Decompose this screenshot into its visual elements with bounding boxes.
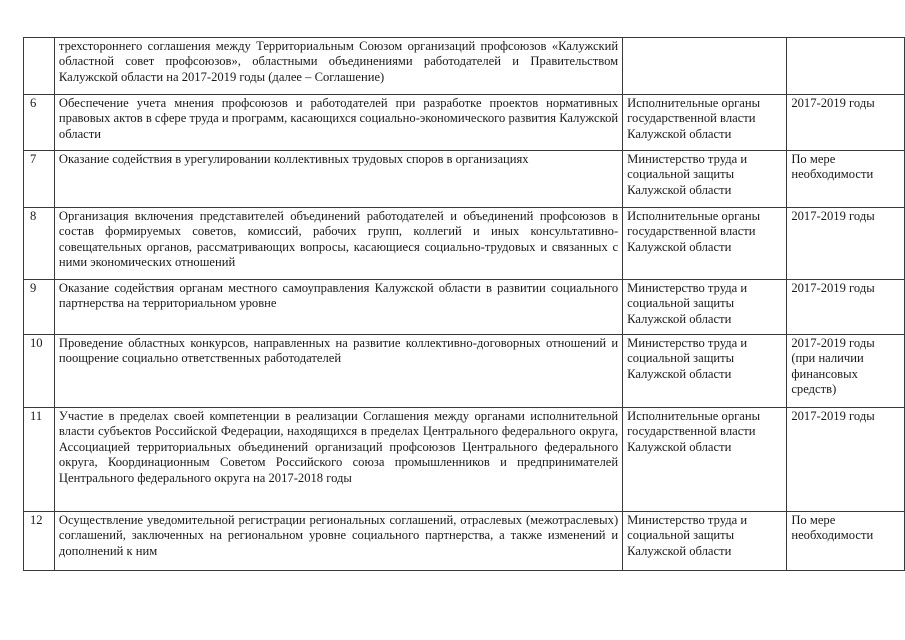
deadline: 2017-2019 годы (при наличии финансовых средств) [787,335,905,408]
measure-description: Осуществление уведомительной регистрации региональных соглашений, отраслевых (межотраслевых) соглашений, заключенных на региональном уровне социального партнерства, а также изменений и дополнений к ним [54,512,622,571]
table-row [24,512,905,571]
measure-description: Оказание содействия в урегулировании коллективных трудовых споров в организациях [54,151,622,208]
executor: Исполнительные органы государственной власти Калужской области [623,95,787,151]
deadline: По мере необходимости [787,151,905,208]
row-number: 8 [24,208,55,280]
executor: Министерство труда и социальной защиты Калужской области [623,512,787,571]
measure-description: Организация включения представителей объединений работодателей и объединений профсоюзов в состав формируемых советов, комиссий, рабочих групп, коллегий и иных консультативно-совещательных органов, рассматривающих вопросы, касающиеся социально-трудовых и связанных с ними экономических отношений [54,208,622,280]
measure-description: Обеспечение учета мнения профсоюзов и работодателей при разработке проектов нормативных правовых актов в сфере труда и программ, касающихся социально-экономического развития Калужской области [54,95,622,151]
executor: Исполнительные органы государственной власти Калужской области [623,208,787,280]
executor [623,38,787,95]
executor: Исполнительные органы государственной власти Калужской области [623,408,787,512]
table-row [24,335,905,408]
table-row [24,280,905,335]
deadline: 2017-2019 годы [787,408,905,512]
table-row [24,408,905,512]
row-number: 10 [24,335,55,408]
row-number: 9 [24,280,55,335]
executor: Министерство труда и социальной защиты Калужской области [623,335,787,408]
measure-description: Оказание содействия органам местного самоуправления Калужской области в развитии социального партнерства на территориальном уровне [54,280,622,335]
executor: Министерство труда и социальной защиты Калужской области [623,151,787,208]
deadline: 2017-2019 годы [787,95,905,151]
executor: Министерство труда и социальной защиты Калужской области [623,280,787,335]
row-number: 12 [24,512,55,571]
table-row [24,38,905,95]
deadline: По мере необходимости [787,512,905,571]
measures-table [23,37,905,571]
row-number: 7 [24,151,55,208]
deadline [787,38,905,95]
table-row [24,208,905,280]
deadline: 2017-2019 годы [787,208,905,280]
row-number: 11 [24,408,55,512]
table-row [24,151,905,208]
measure-description: Участие в пределах своей компетенции в реализации Соглашения между органами исполнительной власти субъектов Российской Федерации, находящихся в пределах Центрального федерального округа, Ассоциацией территориальных объединений организаций профсоюзов Центрального федерального округа, Координационным Советом Российского союза промышленников и предпринимателей Центрального федерального округа на 2017-2018 годы [54,408,622,512]
measure-description: трехстороннего соглашения между Территориальным Союзом организаций профсоюзов «Калужский областной совет профсоюзов», областными объединениями работодателей и Правительством Калужской области на 2017-2019 годы (далее – Соглашение) [54,38,622,95]
row-number: 6 [24,95,55,151]
table-row [24,95,905,151]
measure-description: Проведение областных конкурсов, направленных на развитие коллективно-договорных отношений и поощрение социально ответственных работодателей [54,335,622,408]
row-number [24,38,55,95]
deadline: 2017-2019 годы [787,280,905,335]
